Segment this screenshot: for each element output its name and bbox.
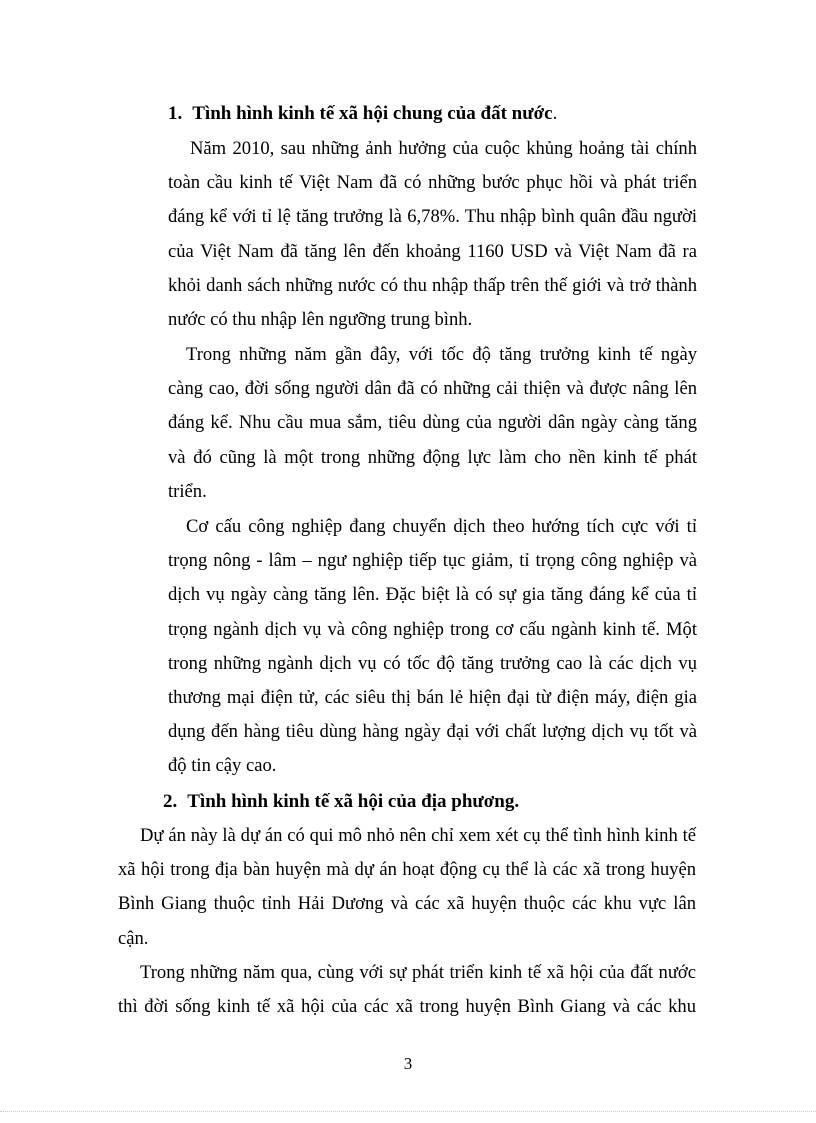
text-line: Năm 2010, sau những ảnh hưởng của cuộc khủng hoảng tài chính (190, 138, 697, 159)
section-1-paragraph-3 (168, 510, 697, 784)
text-line: cận. (118, 927, 149, 949)
text-line: trọng nông - lâm – ngư nghiệp tiếp tục giảm, tỉ trọng công nghiệp và (168, 550, 697, 572)
text-line: thì đời sống kinh tế xã hội của các xã trong huyện Bình Giang và các khu (118, 996, 696, 1018)
text-line: đáng kể. Nhu cầu mua sắm, tiêu dùng của người dân ngày càng tăng (168, 412, 697, 434)
section-2-number: 2. (163, 791, 178, 812)
section-1-paragraph-1 (168, 132, 697, 337)
text-line: đáng kể với tỉ lệ tăng trưởng là 6,78%. Thu nhập bình quân đầu người (168, 206, 697, 228)
page-bottom-divider (0, 1111, 816, 1112)
section-2-title: Tình hình kinh tế xã hội của địa phương. (187, 791, 520, 812)
text-line: toàn cầu kinh tế Việt Nam đã có những bước phục hồi và phát triển (168, 172, 697, 194)
text-line: trong những ngành dịch vụ có tốc độ tăng trưởng cao là các dịch vụ (168, 652, 697, 674)
section-1-paragraph-2 (168, 338, 697, 509)
section-1-title: Tình hình kinh tế xã hội chung của đất nước (192, 103, 553, 124)
text-line: Cơ cấu công nghiệp đang chuyển dịch theo hướng tích cực với tỉ (186, 516, 697, 537)
text-line: Trong những năm gần đây, với tốc độ tăng trưởng kinh tế ngày (186, 344, 697, 365)
text-line: của Việt Nam đã tăng lên đến khoảng 1160 USD và Việt Nam đã ra (168, 240, 697, 262)
text-line: trọng ngành dịch vụ và công nghiệp trong cơ cấu ngành kinh tế. Một (168, 618, 697, 640)
text-line: Trong những năm qua, cùng với sự phát triển kinh tế xã hội của đất nước (140, 962, 696, 983)
section-1-number: 1. (168, 103, 183, 124)
text-line: thương mại điện tử, các siêu thị bán lẻ hiện đại từ điện máy, điện gia (168, 687, 697, 709)
text-line: và đó cũng là một trong những động lực làm cho nền kinh tế phát (168, 446, 697, 468)
section-2-heading (163, 791, 519, 813)
text-line: độ tin cậy cao. (168, 755, 277, 777)
page-number: 3 (403, 1054, 413, 1073)
text-line: Bình Giang thuộc tỉnh Hải Dương và các xã huyện thuộc các khu vực lân (118, 893, 696, 915)
text-line: Dự án này là dự án có qui mô nhỏ nên chỉ xem xét cụ thể tình hình kinh tế (140, 825, 696, 846)
section-1-title-punct: . (552, 103, 558, 124)
text-line: khỏi danh sách những nước có thu nhập thấp trên thế giới và trở thành (168, 274, 697, 296)
text-line: dụng đến hàng tiêu dùng hàng ngày đại với chất lượng dịch vụ tốt và (168, 721, 697, 743)
section-2-paragraph-2 (118, 956, 696, 1024)
text-line: dịch vụ ngày càng tăng lên. Đặc biệt là có sự gia tăng đáng kể của tỉ (168, 584, 697, 606)
text-line: nước có thu nhập lên ngưỡng trung bình. (168, 309, 473, 331)
text-line: xã hội trong địa bàn huyện mà dự án hoạt động cụ thể là các xã trong huyện (118, 859, 696, 881)
section-2-paragraph-1 (118, 819, 696, 956)
text-line: triển. (168, 480, 207, 502)
text-line: càng cao, đời sống người dân đã có những cải thiện và được nâng lên (168, 378, 697, 400)
section-1-heading (168, 103, 557, 125)
